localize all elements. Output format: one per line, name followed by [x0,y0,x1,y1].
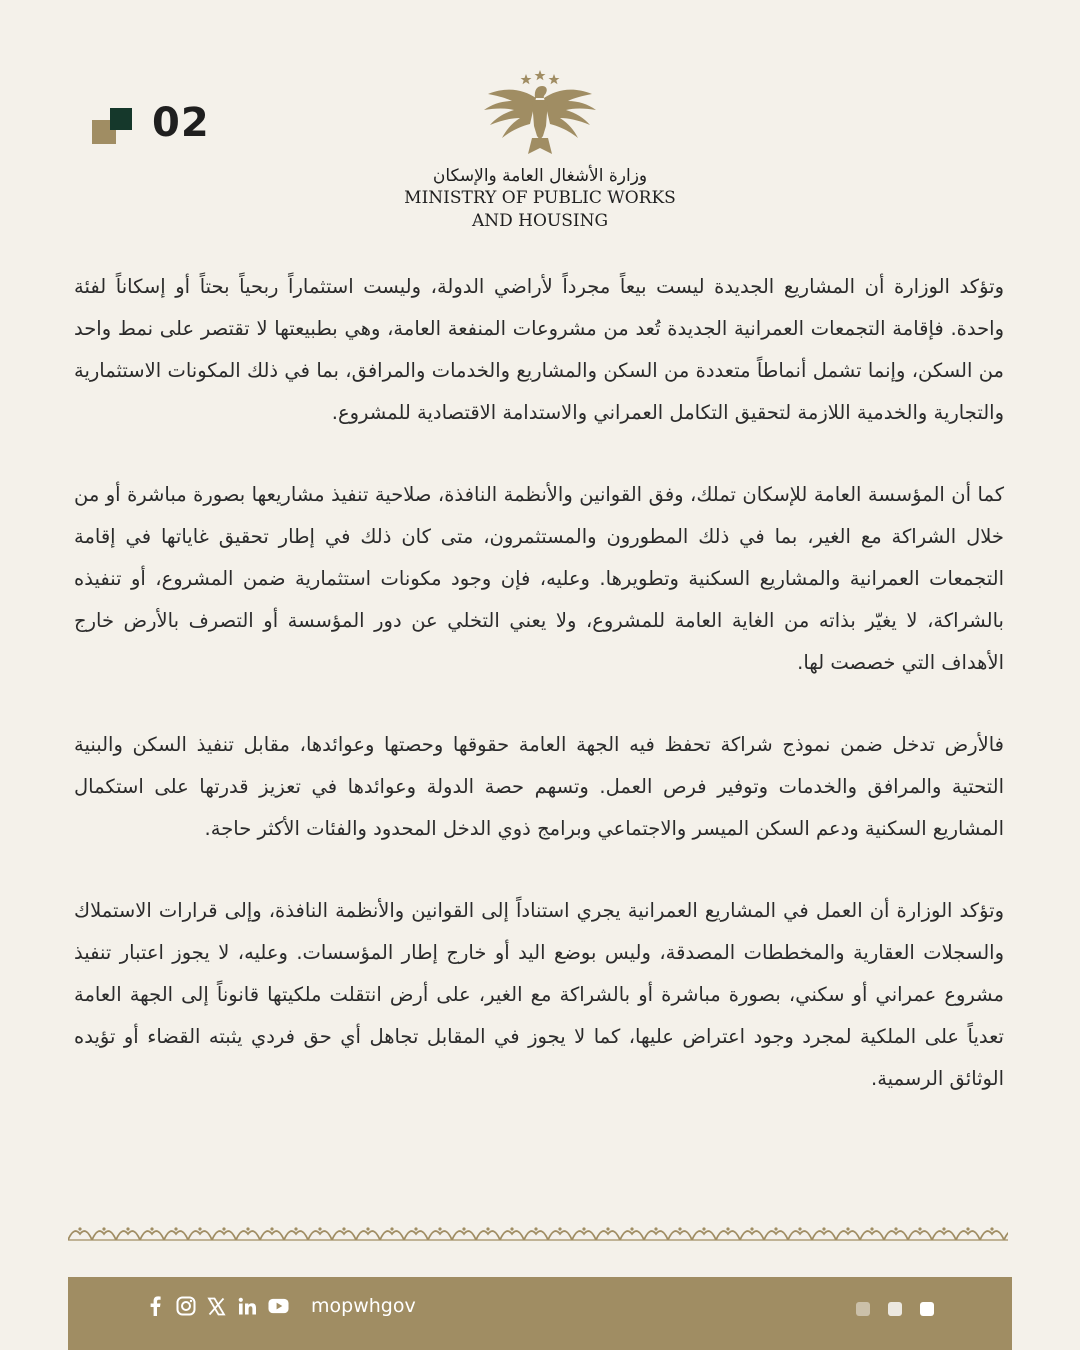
ministry-name-arabic: وزارة الأشغال العامة والإسكان [432,166,648,186]
pagination-dot-2 [888,1302,902,1316]
social-handle[interactable]: mopwhgov [311,1295,416,1317]
paragraph-4: وتؤكد الوزارة أن العمل في المشاريع العمرانية يجري استناداً إلى القوانين والأنظمة النافذة، وإلى قرارات الاستملاك والسجلات العقارية والمخططات المصدقة، وليس بوضع اليد أو خارج إطار المؤسسات. وعليه، لا يجوز اعتبار تنفيذ مشروع عمراني أو سكني، بصورة مباشرة أو بالشراكة مع الغير، على أرض انتقلت ملكيتها قانوناً إلى الجهة العامة تعدياً على الملكية لمجرد وجود اعتراض عليها، كما لا يجوز في المقابل تجاهل أي حق فردي يثبته القضاء أو تؤيده الوثائق الرسمية. [74,899,1004,1090]
ornament-border-decoration [68,1222,1008,1246]
facebook-icon[interactable] [144,1296,165,1317]
ministry-name-english-line1: MINISTRY OF PUBLIC WORKS [404,188,676,208]
green-square-decoration [110,108,132,130]
linkedin-icon[interactable] [237,1296,258,1317]
page-number-block [90,100,210,150]
youtube-icon[interactable] [268,1296,289,1317]
paragraph-3: فالأرض تدخل ضمن نموذج شراكة تحفظ فيه الجهة العامة حقوقها وحصتها وعوائدها، مقابل تنفيذ السكن والبنية التحتية والمرافق والخدمات وتوفير فرص العمل. وتسهم حصة الدولة وعوائدها في تعزيز قدرتها على استكمال المشاريع السكنية ودعم السكن الميسر والاجتماعي وبرامج ذوي الدخل المحدود والفئات الأكثر حاجة. [74,733,1004,840]
x-icon[interactable] [206,1296,227,1317]
pagination-dot-1 [856,1302,870,1316]
paragraph-1: وتؤكد الوزارة أن المشاريع الجديدة ليست بيعاً مجرداً لأراضي الدولة، وليست استثماراً ربحياً بحتاً أو إسكاناً لفئة واحدة. فإقامة التجمعات العمرانية الجديدة تُعد من مشروعات المنفعة العامة، وهي بطبيعتها لا تقتصر على نمط واحد من السكن، وإنما تشمل أنماطاً متعددة من السكن والمشاريع والخدمات والمرافق، بما في ذلك المكونات الاستثمارية والتجارية والخدمية اللازمة لتحقيق التكامل العمراني والاستدامة الاقتصادية للمشروع. [74,275,1004,424]
eagle-emblem-icon [480,68,600,160]
ministry-logo [390,68,690,232]
paragraph-2: كما أن المؤسسة العامة للإسكان تملك، وفق القوانين والأنظمة النافذة، صلاحية تنفيذ مشاريعها بصورة مباشرة أو من خلال الشراكة مع الغير، بما في ذلك المطورون والمستثمرون، متى كان ذلك في إطار تحقيق غاياتها في إقامة التجمعات العمرانية والمشاريع السكنية وتطويرها. وعليه، فإن وجود مكونات استثمارية ضمن المشروع، أو تنفيذه بالشراكة، لا يغيّر بذاته من الغاية العامة للمشروع، ولا يعني التخلي عن دور المؤسسة أو التصرف بالأرض خارج الأهداف التي خصصت لها. [74,483,1004,674]
instagram-icon[interactable] [175,1296,196,1317]
page-number: 02 [152,100,210,146]
pagination-dots [856,1302,934,1316]
footer-bar [68,1277,1012,1350]
pagination-dot-3 [920,1302,934,1316]
ministry-name-english-line2: AND HOUSING [471,211,609,231]
statement-body [74,266,1004,1140]
social-links [144,1295,416,1317]
